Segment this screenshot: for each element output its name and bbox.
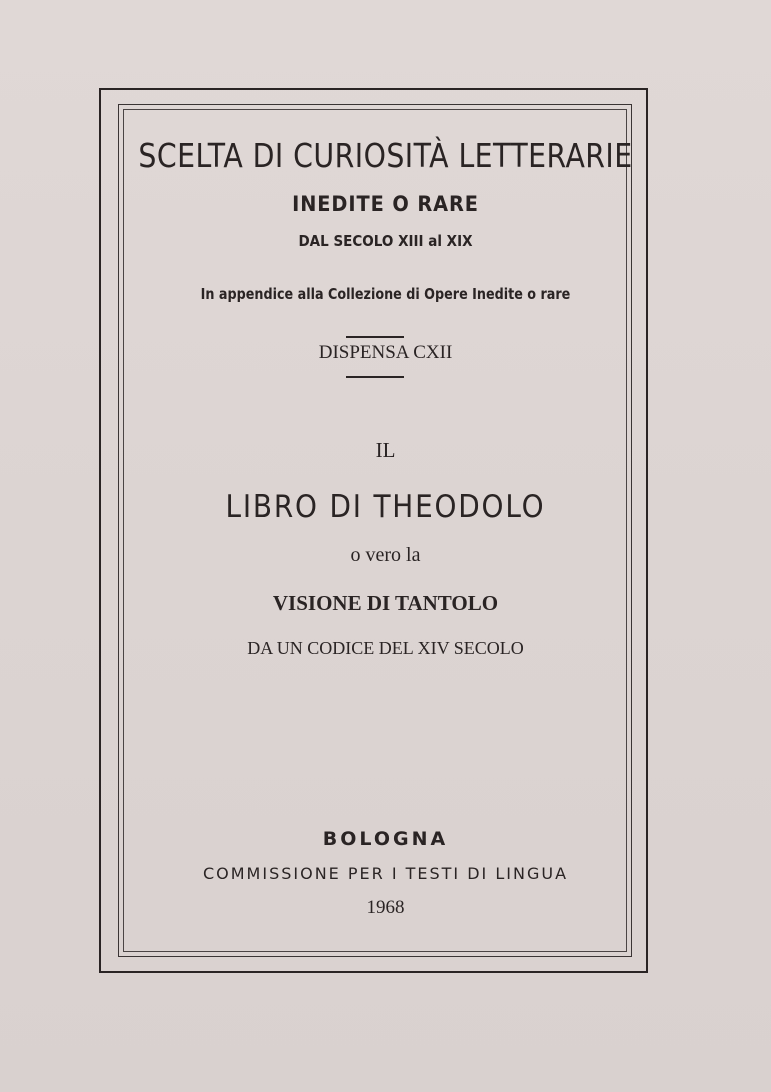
series-title: SCELTA DI CURIOSITÀ LETTERARIE	[138, 136, 633, 175]
rule-above-dispensa	[346, 336, 404, 338]
work-subtitle: VISIONE DI TANTOLO	[272, 591, 499, 615]
imprint-year: 1968	[366, 897, 405, 918]
imprint-publisher: COMMISSIONE PER I TESTI DI LINGUA	[202, 864, 569, 883]
series-subtitle-centuries: DAL SECOLO XIII al XIX	[298, 232, 473, 250]
rule-below-dispensa	[346, 376, 404, 378]
title-article: IL	[375, 438, 396, 462]
title-connector: o vero la	[350, 544, 421, 566]
imprint-city: BOLOGNA	[322, 828, 449, 850]
main-title: LIBRO DI THEODOLO	[225, 489, 546, 525]
series-subtitle-appendix: In appendice alla Collezione di Opere Inedite o rare	[200, 285, 571, 303]
series-subtitle-inedite: INEDITE O RARE	[292, 192, 479, 216]
dispensa-label: DISPENSA CXII	[318, 342, 453, 363]
source-note: DA UN CODICE DEL XIV SECOLO	[247, 638, 524, 658]
